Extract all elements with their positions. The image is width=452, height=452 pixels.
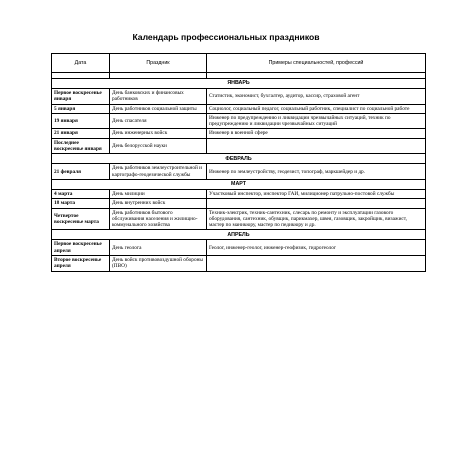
cell-holiday: День работников социальной защиты: [110, 104, 207, 113]
table-row: [52, 138, 426, 154]
table-row: [52, 129, 426, 138]
cell-date: 21 февраля: [52, 164, 110, 180]
month-row: [52, 179, 426, 189]
table-row: [52, 113, 426, 129]
table-row: [52, 199, 426, 208]
month-row: [52, 230, 426, 240]
cell-examples: Инженер по предупреждению и ликвидации чрезвычайных ситуаций, техник по предупреждению и ликвидации чрезвычайных ситуаций: [207, 113, 426, 129]
table-row: [52, 256, 426, 272]
cell-date: Первое воскресенье января: [52, 89, 110, 105]
cell-examples: [207, 199, 426, 208]
header-date: Дата: [52, 54, 110, 73]
cell-examples: [207, 138, 426, 154]
cell-examples: Социолог, социальный педагог, социальный работник, специалист по социальной работе: [207, 104, 426, 113]
cell-date: 21 января: [52, 129, 110, 138]
cell-date: Последнее воскресенье января: [52, 138, 110, 154]
month-heading: АПРЕЛЬ: [52, 230, 426, 240]
cell-date: 18 марта: [52, 199, 110, 208]
holiday-calendar-table: [51, 53, 426, 272]
cell-date: 5 января: [52, 104, 110, 113]
cell-examples: Инженер по землеустройству, геодезист, топограф, маркшейдер и др.: [207, 164, 426, 180]
cell-holiday: День банковских и финансовых работников: [110, 89, 207, 105]
cell-examples: Участковый инспектор, инспектор ГАИ, милиционер патрульно-постовой службы: [207, 189, 426, 198]
month-heading: ФЕВРАЛЬ: [52, 154, 426, 164]
cell-examples: Техник-электрик, техник-сантехник, слесарь по ремонту и эксплуатации газового оборудования, сантехник, обувщик, парикмахер, швея, газовщик, закройщик, визажист, мастер по маникюру, мастер по педикюру и др.: [207, 208, 426, 230]
cell-examples: Инженер в военной сфере: [207, 129, 426, 138]
cell-holiday: День работников бытового обслуживания населения и жилищно-коммунального хозяйства: [110, 208, 207, 230]
cell-examples: [207, 256, 426, 272]
document-title: Календарь профессиональных праздников: [132, 32, 320, 42]
month-heading: ЯНВАРЬ: [52, 79, 426, 89]
month-row: [52, 79, 426, 89]
cell-holiday: День геолога: [110, 240, 207, 256]
cell-date: Второе воскресенье апреля: [52, 256, 110, 272]
table-row: [52, 208, 426, 230]
header-holiday: Праздник: [110, 54, 207, 73]
cell-holiday: День войск противовоздушной обороны (ПВО): [110, 256, 207, 272]
table-header-row: [52, 54, 426, 73]
cell-examples: Статистик, экономист, бухгалтер, аудитор, кассир, страховой агент: [207, 89, 426, 105]
cell-date: Четвертое воскресенье марта: [52, 208, 110, 230]
table-row: [52, 89, 426, 105]
table-row: [52, 189, 426, 198]
cell-date: 19 января: [52, 113, 110, 129]
table-row: [52, 104, 426, 113]
table-row: [52, 164, 426, 180]
cell-holiday: День белорусской науки: [110, 138, 207, 154]
cell-date: 4 марта: [52, 189, 110, 198]
cell-examples: Геолог, инженер-геолог, инженер-геофизик, гидрогеолог: [207, 240, 426, 256]
month-heading: МАРТ: [52, 179, 426, 189]
cell-holiday: День инженерных войск: [110, 129, 207, 138]
cell-holiday: День милиции: [110, 189, 207, 198]
cell-date: Первое воскресенье апреля: [52, 240, 110, 256]
cell-holiday: День внутренних войск: [110, 199, 207, 208]
table-row: [52, 240, 426, 256]
cell-holiday: День работников землеустроительной и картографо-геодезической службы: [110, 164, 207, 180]
header-examples: Примеры специальностей, профессий: [207, 54, 426, 73]
month-row: [52, 154, 426, 164]
cell-holiday: День спасателя: [110, 113, 207, 129]
